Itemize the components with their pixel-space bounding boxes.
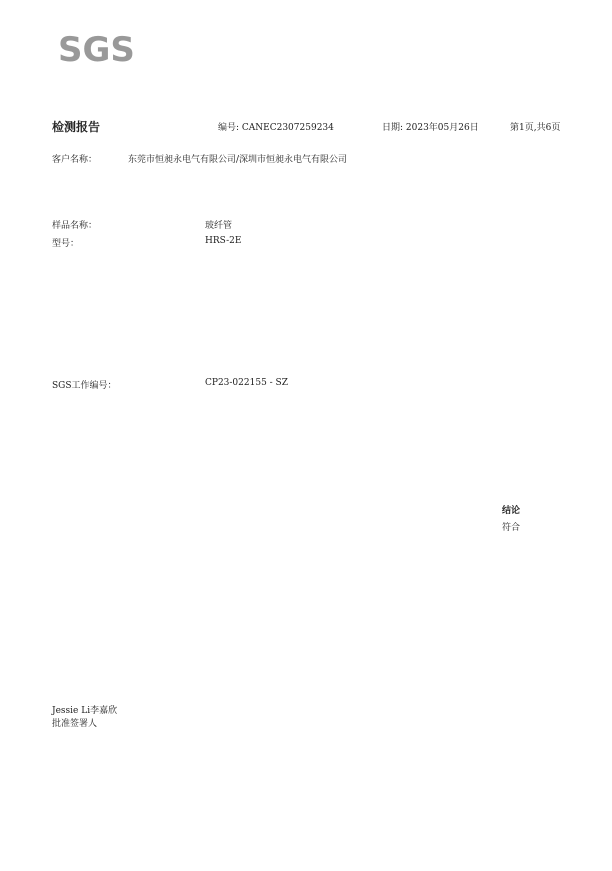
conclusion-header: 结论 [502,506,521,516]
signer-name: Jessie Li李嘉欣 [52,706,118,716]
sample-value: 玻纤管 [205,221,233,231]
page-number: 第1页,共6页 [510,123,561,133]
report-number: 编号: CANEC2307259234 [218,123,334,133]
conclusion-value: 符合 [502,523,521,533]
client-name-label: 客户名称： [52,155,98,165]
report-date: 日期: 2023年05月26日 [382,123,479,133]
model-label: 型号： [52,239,80,249]
report-title: 检测报告 [52,120,101,134]
sample-label: 样品名称： [52,221,98,231]
sgs-logo: SGS [58,30,135,70]
signer-title: 批准签署人 [52,719,98,729]
sgs-job-label: SGS工作编号： [52,381,117,391]
client-name: 东莞市恒昶永电气有限公司/深圳市恒昶永电气有限公司 [128,155,348,165]
sgs-job-value: CP23-022155 - SZ [205,378,288,388]
model-value: HRS-2E [205,236,242,246]
